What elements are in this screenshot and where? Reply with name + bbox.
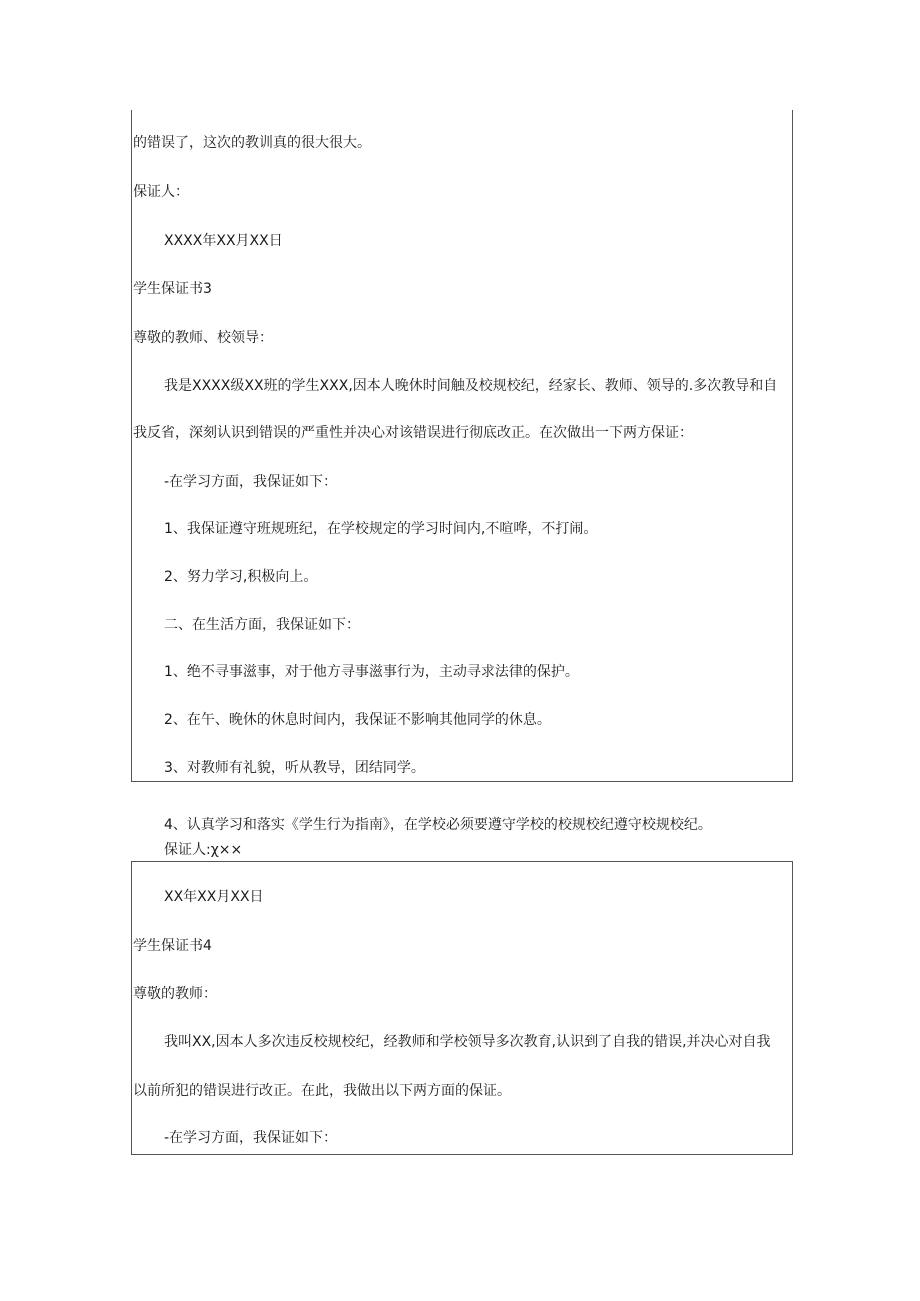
section-heading: 二、在生活方面，我保证如下： — [164, 617, 360, 633]
paragraph-line: 我反省，深刻认识到错误的严重性并决心对该错误进行彻底改正。在次做出一下两方保证： — [133, 425, 693, 441]
date-line: XXXX年XX月XX日 — [164, 233, 283, 249]
paragraph-line: 以前所犯的错误进行改正。在此，我做出以下两方面的保证。 — [133, 1083, 511, 1099]
list-item: 4、认真学习和落实《学生行为指南》，在学校必须要遵守学校的校规校纪遵守校规校纪。 — [164, 817, 712, 833]
paragraph-line: 我叫XX,因本人多次违反校规校纪，经教师和学校领导多次教育,认识到了自我的错误,并决心对自我 — [164, 1034, 771, 1050]
table-frame-1 — [131, 110, 793, 782]
list-item: 1、绝不寻事滋事，对于他方寻事滋事行为，主动寻求法律的保护。 — [164, 664, 579, 680]
list-item: 2、在午、晚休的休息时间内，我保证不影响其他同学的休息。 — [164, 712, 551, 728]
list-item: 3、对教师有礼貌，听从教导，团结同学。 — [164, 760, 425, 776]
letter-title: 学生保证书4 — [133, 938, 212, 954]
guarantor-line: 保证人:χ×× — [164, 842, 243, 858]
text-line: 的错误了，这次的教训真的很大很大。 — [133, 135, 371, 151]
guarantor-label: 保证人： — [133, 184, 189, 200]
salutation: 尊敬的教师： — [133, 986, 217, 1002]
salutation: 尊敬的教师、校领导： — [133, 330, 273, 346]
letter-title: 学生保证书3 — [133, 281, 212, 297]
section-heading: -在学习方面，我保证如下： — [164, 474, 338, 490]
list-item: 2、努力学习,积极向上。 — [164, 569, 318, 585]
date-line: XX年XX月XX日 — [164, 889, 264, 905]
list-item: 1、我保证遵守班规班纪，在学校规定的学习时间内,不喧哗，不打闹。 — [164, 521, 598, 537]
section-heading: -在学习方面，我保证如下： — [164, 1130, 338, 1146]
paragraph-line: 我是XXXX级XX班的学生XXX,因本人晚休时间触及校规校纪，经家长、教师、领导的.多次教导和自 — [164, 378, 778, 394]
